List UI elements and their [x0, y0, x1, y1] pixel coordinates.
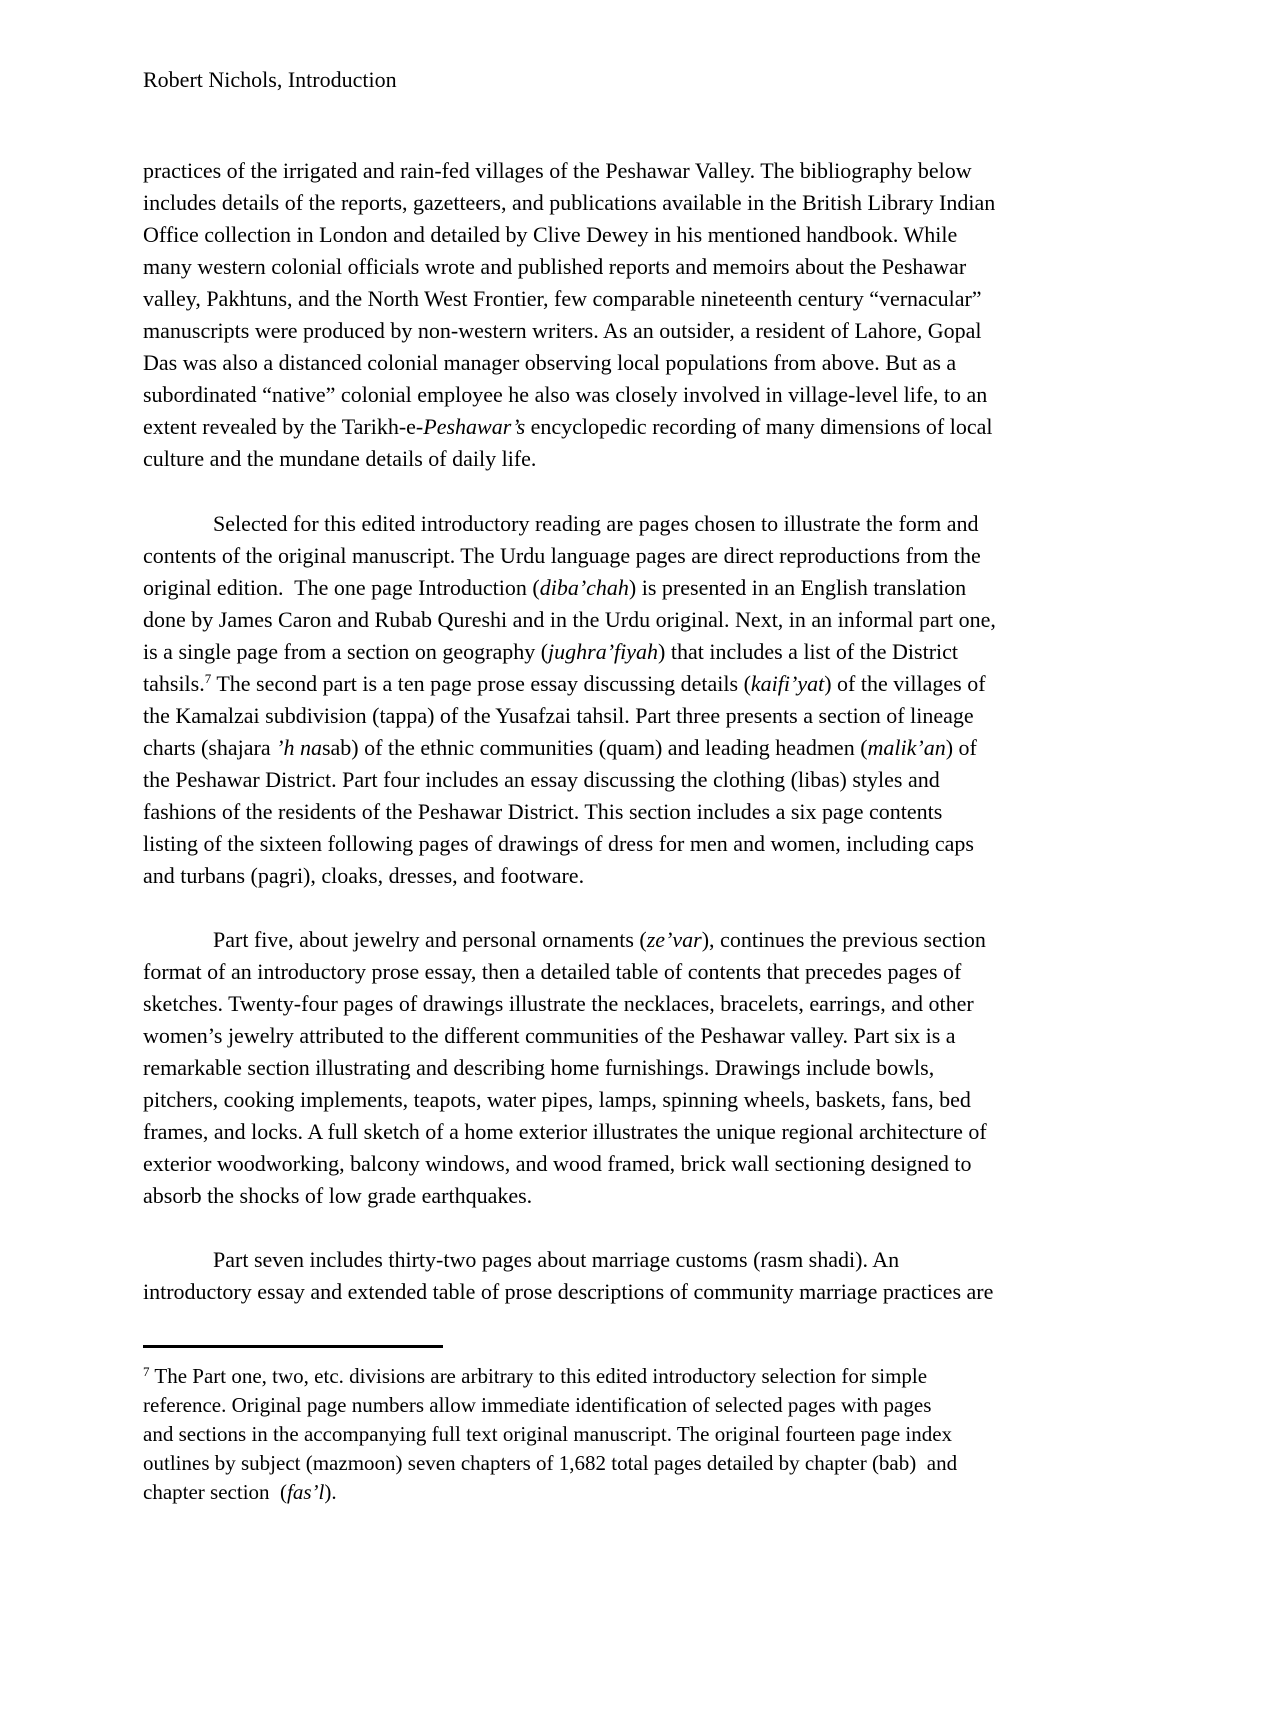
text-line: tahsils.$^7$ The second part is a ten page prose essay discussing details (kaifi’yat) of the villages of — [143, 671, 986, 696]
text-line: pitchers, cooking implements, teapots, water pipes, lamps, spinning wheels, baskets, fans, bed — [143, 1087, 971, 1112]
text-line: remarkable section illustrating and describing home furnishings. Drawings include bowls, — [143, 1055, 935, 1080]
text-line: listing of the sixteen following pages of drawings of dress for men and women, including caps — [143, 831, 974, 856]
page-header: Robert Nichols, Introduction — [143, 67, 397, 92]
text-line: extent revealed by the Tarikh-e-Peshawar’s encyclopedic recording of many dimensions of local — [143, 414, 993, 439]
text-line: fashions of the residents of the Peshawar District. This section includes a six page contents — [143, 799, 943, 824]
text-line: contents of the original manuscript. The Urdu language pages are direct reproductions from the — [143, 543, 981, 568]
text-line: sketches. Twenty-four pages of drawings illustrate the necklaces, bracelets, earrings, and other — [143, 991, 974, 1016]
text-line: original edition. The one page Introduction (diba’chah) is presented in an English translation — [143, 575, 967, 600]
text-line: the Peshawar District. Part four includes an essay discussing the clothing (libas) styles and — [143, 767, 940, 792]
text-line: format of an introductory prose essay, then a detailed table of contents that precedes pages of — [143, 959, 962, 984]
text-line: done by James Caron and Rubab Qureshi and in the Urdu original. Next, in an informal part one, — [143, 607, 996, 632]
paragraph-4 — [143, 1244, 1275, 1308]
text-line: many western colonial officials wrote and published reports and memoirs about the Peshawar — [143, 254, 967, 279]
footnote — [143, 1362, 1275, 1507]
text-line: charts (shajara ’h nasab) of the ethnic communities (quam) and leading headmen (malik’an) of — [143, 735, 977, 760]
text-line: and sections in the accompanying full text original manuscript. The original fourteen page index — [143, 1422, 953, 1446]
text-line: absorb the shocks of low grade earthquakes. — [143, 1183, 533, 1208]
text-line: culture and the mundane details of daily life. — [143, 446, 537, 471]
text-line: practices of the irrigated and rain-fed villages of the Peshawar Valley. The bibliography below — [143, 158, 972, 183]
text-line: valley, Pakhtuns, and the North West Frontier, few comparable nineteenth century “vernacular” — [143, 286, 982, 311]
text-line: exterior woodworking, balcony windows, and wood framed, brick wall sectioning designed to — [143, 1151, 972, 1176]
text-line: Part seven includes thirty-two pages about marriage customs (rasm shadi). An — [213, 1247, 900, 1272]
text-line: Das was also a distanced colonial manager observing local populations from above. But as a — [143, 350, 957, 375]
text-line: outlines by subject (mazmoon) seven chapters of 1,682 total pages detailed by chapter (bab) and — [143, 1451, 958, 1475]
text-line: subordinated “native” colonial employee he also was closely involved in village-level life, to an — [143, 382, 988, 407]
text-line: Office collection in London and detailed by Clive Dewey in his mentioned handbook. While — [143, 222, 958, 247]
text-line: the Kamalzai subdivision (tappa) of the Yusafzai tahsil. Part three presents a section of lineage — [143, 703, 974, 728]
text-line: introductory essay and extended table of prose descriptions of community marriage practices are — [143, 1279, 994, 1304]
text-line: Selected for this edited introductory reading are pages chosen to illustrate the form and — [213, 511, 979, 536]
paragraph-3 — [143, 924, 1275, 1212]
text-line: chapter section (fas’l). — [143, 1480, 337, 1504]
footnote-separator — [143, 1345, 443, 1348]
text-line: includes details of the reports, gazetteers, and publications available in the British Library Indian — [143, 190, 996, 215]
paragraph-2 — [143, 508, 1275, 892]
text-line: and turbans (pagri), cloaks, dresses, and footware. — [143, 863, 585, 888]
text-line: Part five, about jewelry and personal ornaments (ze’var), continues the previous section — [213, 927, 986, 952]
paragraph-1 — [143, 155, 1275, 475]
text-line: $^7$ The Part one, two, etc. divisions are arbitrary to this edited introductory selection for simple — [143, 1364, 928, 1388]
text-line: frames, and locks. A full sketch of a home exterior illustrates the unique regional architecture of — [143, 1119, 987, 1144]
text-line: women’s jewelry attributed to the different communities of the Peshawar valley. Part six is a — [143, 1023, 956, 1048]
text-line: reference. Original page numbers allow immediate identification of selected pages with pages — [143, 1393, 932, 1417]
document-page — [0, 64, 1275, 1714]
text-line: manuscripts were produced by non-western writers. As an outsider, a resident of Lahore, Gopal — [143, 318, 982, 343]
text-line: is a single page from a section on geography (jughra’fiyah) that includes a list of the District — [143, 639, 959, 664]
